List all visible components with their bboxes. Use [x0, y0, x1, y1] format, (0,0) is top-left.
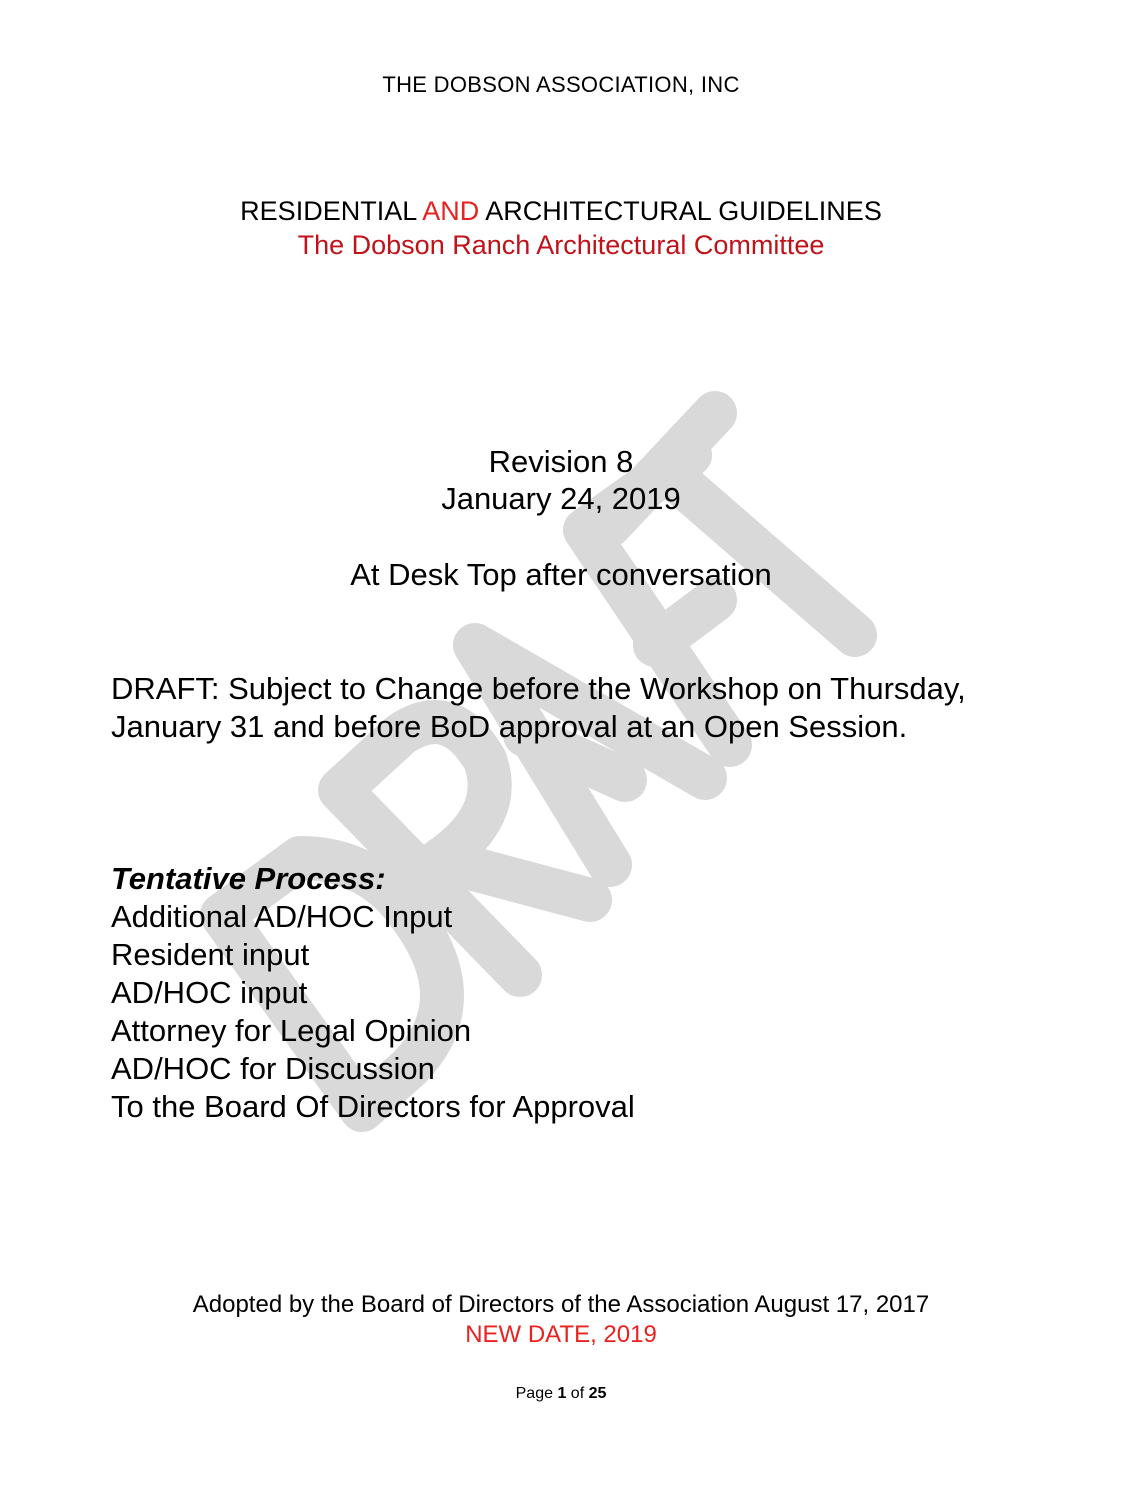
title-part-architectural: ARCHITECTURAL GUIDELINES — [479, 196, 882, 226]
revision-date: January 24, 2019 — [441, 481, 681, 516]
process-step: To the Board Of Directors for Approval — [111, 1089, 635, 1124]
process-step: AD/HOC input — [111, 975, 308, 1010]
process-step: AD/HOC for Discussion — [111, 1051, 435, 1086]
process-step: Attorney for Legal Opinion — [111, 1013, 472, 1048]
document-subtitle: The Dobson Ranch Architectural Committee — [297, 230, 825, 260]
document-title — [0, 194, 1122, 228]
organization-header: THE DOBSON ASSOCIATION, INC — [382, 72, 740, 97]
page-of: of — [566, 1385, 589, 1402]
new-date: NEW DATE, 2019 — [465, 1321, 657, 1348]
revision-note: At Desk Top after conversation — [350, 557, 772, 592]
tentative-process — [111, 860, 1011, 1126]
page-number — [0, 1384, 1122, 1404]
revision-label: Revision 8 — [488, 444, 634, 479]
title-part-and: AND — [422, 196, 480, 226]
process-heading: Tentative Process: — [111, 861, 386, 896]
process-step: Additional AD/HOC Input — [111, 899, 453, 934]
page-prefix: Page — [515, 1385, 558, 1402]
process-step: Resident input — [111, 937, 310, 972]
process-steps-list — [111, 898, 1011, 1126]
draft-notice: DRAFT: Subject to Change before the Workshop on Thursday, January 31 and before BoD approval at an Open Session. — [111, 671, 966, 744]
page-current: 1 — [557, 1385, 567, 1402]
adopted-statement: Adopted by the Board of Directors of the Association August 17, 2017 — [192, 1291, 930, 1318]
page-total: 25 — [588, 1385, 607, 1402]
title-part-residential: RESIDENTIAL — [240, 196, 423, 226]
